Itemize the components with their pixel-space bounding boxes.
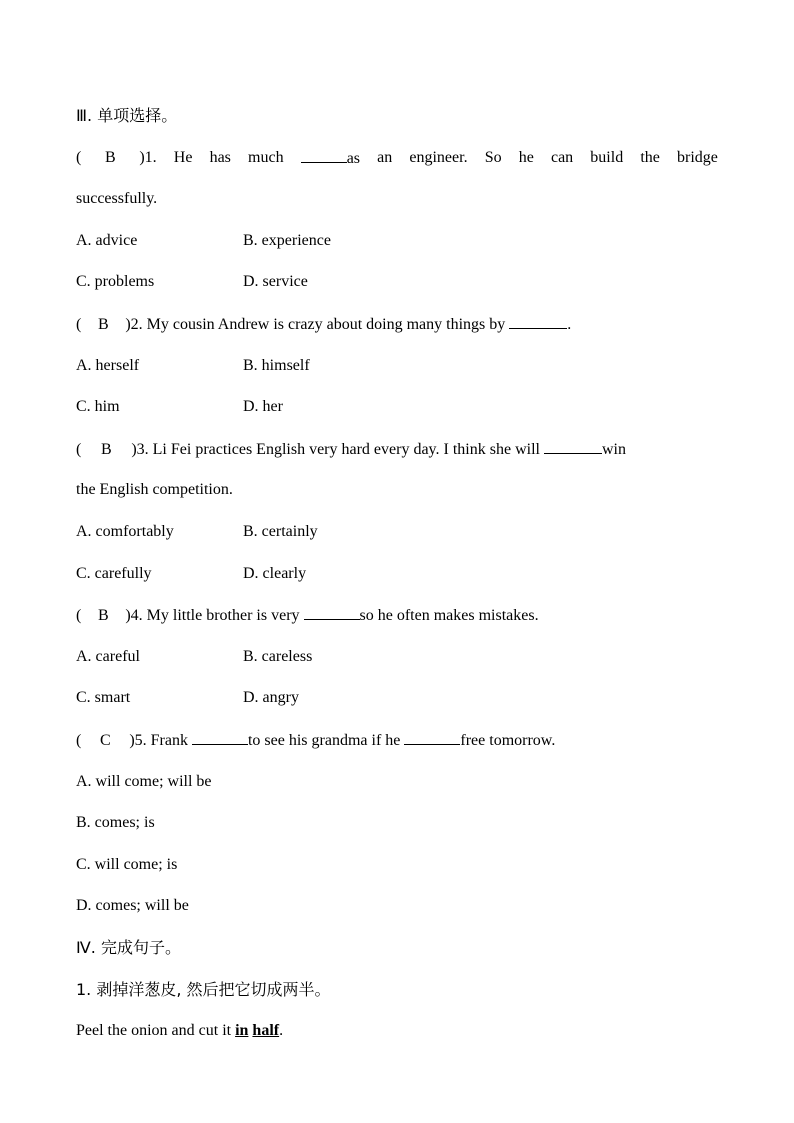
option: A. advice xyxy=(76,232,138,249)
option: C. him xyxy=(76,398,120,415)
q2-blank xyxy=(509,314,567,329)
q5-option: B. comes; is xyxy=(76,814,155,831)
question-2: ( B )2. My cousin Andrew is crazy about doing many things by . xyxy=(76,316,572,333)
question-1-line-1 xyxy=(76,148,718,169)
q1-word: the xyxy=(640,149,660,166)
q4-text: My little brother is very xyxy=(146,607,300,624)
question-5: ( C )5. Frank to see his grandma if he free tomorrow. xyxy=(76,732,556,749)
q2-options-row-2 xyxy=(76,397,283,417)
q1-word: He xyxy=(173,149,193,166)
q5-answer: C xyxy=(99,732,111,749)
q3-blank xyxy=(544,439,602,454)
question-4: ( B )4. My little brother is very so he often makes mistakes. xyxy=(76,607,539,624)
option: A. comfortably xyxy=(76,523,174,540)
section-3-title: Ⅲ. 单项选择。 xyxy=(76,106,178,125)
q1-blank-group: as xyxy=(301,148,360,169)
q3-options-row-2 xyxy=(76,564,307,584)
q1-prefix: ( B )1. xyxy=(76,149,157,166)
option: D. angry xyxy=(243,689,299,706)
option: D. her xyxy=(243,398,283,415)
q2-answer: B xyxy=(97,316,109,333)
q1-word: So xyxy=(484,149,502,166)
q1-blank xyxy=(301,148,347,163)
q1-options-row-2 xyxy=(76,272,308,292)
option: B. careless xyxy=(243,648,313,665)
answer-word-1: in xyxy=(235,1022,249,1039)
q5-option: C. will come; is xyxy=(76,856,178,873)
q3-options-row-1 xyxy=(76,522,318,542)
q4-options-row-2 xyxy=(76,688,299,708)
q5-text: Frank xyxy=(150,732,188,749)
q1-word: an xyxy=(377,149,393,166)
sentence-1-english: Peel the onion and cut it in half. xyxy=(76,1022,284,1039)
q4-answer: B xyxy=(97,607,109,624)
q4-blank xyxy=(304,605,360,620)
option: A. careful xyxy=(76,648,140,665)
q1-word: bridge xyxy=(676,149,718,166)
q1-word: has xyxy=(209,149,231,166)
sentence-1-chinese: 1. 剥掉洋葱皮, 然后把它切成两半。 xyxy=(76,980,331,999)
question-1-line-2: successfully. xyxy=(76,190,158,207)
option: C. problems xyxy=(76,273,155,290)
q1-word: he xyxy=(518,149,534,166)
option: B. certainly xyxy=(243,523,318,540)
option: C. carefully xyxy=(76,565,152,582)
option: B. experience xyxy=(243,232,331,249)
option: D. clearly xyxy=(243,565,307,582)
section-4-title: Ⅳ. 完成句子。 xyxy=(76,938,181,957)
q1-word: engineer. xyxy=(409,149,468,166)
q1-word: build xyxy=(590,149,624,166)
q1-answer: B xyxy=(104,149,116,166)
option: A. herself xyxy=(76,357,140,374)
question-3-line-1: ( B )3. Li Fei practices English very hard every day. I think she will win xyxy=(76,441,626,458)
q1-word: much xyxy=(248,149,284,166)
q5-blank-2 xyxy=(404,730,460,745)
option: B. himself xyxy=(243,357,310,374)
option: C. smart xyxy=(76,689,131,706)
question-3-line-2: the English competition. xyxy=(76,481,233,498)
option: D. service xyxy=(243,273,308,290)
q5-option: A. will come; will be xyxy=(76,773,212,790)
q2-options-row-1 xyxy=(76,356,310,376)
q3-text: Li Fei practices English very hard every day. I think she will xyxy=(152,441,540,458)
q5-blank-1 xyxy=(192,730,248,745)
q5-option: D. comes; will be xyxy=(76,897,189,914)
q1-options-row-1 xyxy=(76,231,331,251)
q4-options-row-1 xyxy=(76,647,313,667)
q2-text: My cousin Andrew is crazy about doing many things by xyxy=(146,316,506,333)
q1-word: can xyxy=(550,149,574,166)
answer-word-2: half xyxy=(252,1022,280,1039)
q3-answer: B xyxy=(100,441,112,458)
